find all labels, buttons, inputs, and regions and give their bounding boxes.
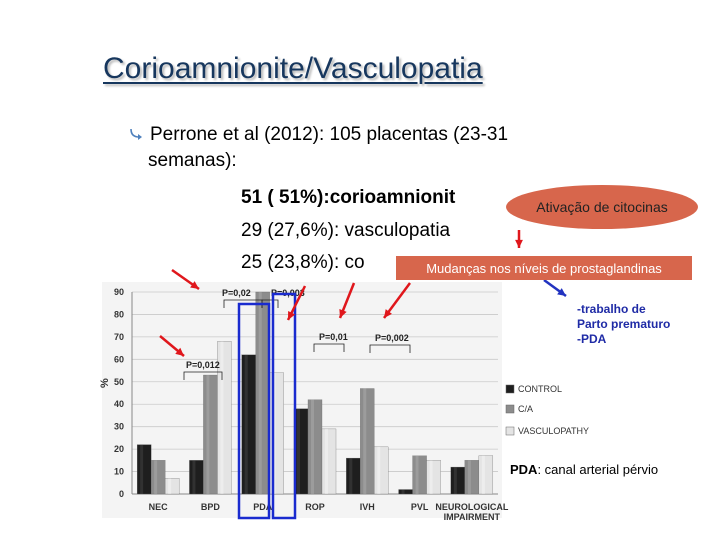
- bar-ca: [203, 375, 217, 494]
- y-tick-label: 20: [113, 444, 124, 455]
- callout-cytokines: Ativação de citocinas: [506, 185, 698, 229]
- legend-swatch: [506, 405, 514, 413]
- legend-swatch: [506, 427, 514, 435]
- bullet-text: Perrone et al (2012): 105 placentas (23-31: [150, 124, 509, 145]
- p-value-label: P=0,02: [222, 288, 251, 298]
- bar-highlight: [259, 292, 262, 494]
- pda-definition-text: : canal arterial pérvio: [537, 462, 659, 477]
- legend-swatch: [506, 385, 514, 393]
- bar-highlight: [220, 341, 223, 494]
- bar-highlight: [482, 456, 485, 494]
- bar-ca: [465, 460, 479, 494]
- line-both: 25 (23,8%): co: [241, 252, 365, 273]
- bar-highlight: [154, 460, 157, 494]
- bar-vasculopathy: [374, 447, 388, 494]
- bar-highlight: [454, 467, 457, 494]
- bar-ca: [308, 400, 322, 494]
- y-tick-label: 60: [113, 354, 124, 365]
- bar-control: [242, 355, 256, 494]
- bar-vasculopathy: [427, 460, 441, 494]
- bar-highlight: [140, 445, 143, 494]
- y-tick-label: 70: [113, 331, 124, 342]
- y-tick-label: 30: [113, 421, 124, 432]
- bar-highlight: [297, 409, 300, 494]
- x-tick-label: IVH: [359, 502, 375, 512]
- bar-control: [451, 467, 465, 494]
- bar-highlight: [349, 458, 352, 494]
- bar-ca: [413, 456, 427, 494]
- x-tick-label: BPD: [200, 502, 220, 512]
- bar-highlight: [206, 375, 209, 494]
- bar-vasculopathy: [479, 456, 493, 494]
- outcomes-note: -trabalho de Parto prematuro -PDA: [577, 302, 671, 346]
- x-tick-label: IMPAIRMENT: [443, 512, 501, 522]
- red-arrow-callout-head: [515, 240, 523, 248]
- y-tick-label: 10: [113, 466, 124, 477]
- p-value-label: P=0,01: [319, 332, 348, 342]
- bar-ca: [256, 292, 270, 494]
- y-axis-label: %: [99, 378, 111, 388]
- bar-control: [189, 460, 203, 494]
- bar-highlight: [192, 460, 195, 494]
- slide-title: Corioamnionite/Vasculopatia: [103, 52, 483, 85]
- x-tick-label: ROP: [305, 502, 325, 512]
- y-tick-label: 40: [113, 399, 124, 410]
- bar-control: [137, 445, 151, 494]
- p-value-label: P=0,003: [271, 288, 305, 298]
- bar-ca: [360, 389, 374, 494]
- bar-highlight: [468, 460, 471, 494]
- p-value-label: P=0,002: [375, 333, 409, 343]
- legend-label: VASCULOPATHY: [518, 426, 590, 436]
- bar-vasculopathy: [322, 429, 336, 494]
- y-tick-label: 0: [118, 489, 124, 499]
- x-tick-label: PDA: [253, 502, 273, 512]
- line-vasculopathy: 29 (27,6%): vasculopatia: [241, 220, 451, 241]
- bar-control: [399, 490, 413, 494]
- y-tick-label: 90: [113, 287, 124, 297]
- y-tick-label: 80: [113, 309, 124, 320]
- x-tick-label: PVL: [410, 502, 429, 512]
- legend-label: CONTROL: [518, 384, 563, 394]
- bar-control: [346, 458, 360, 494]
- bar-highlight: [402, 490, 405, 494]
- bar-highlight: [430, 460, 433, 494]
- bullet-text-cont: semanas):: [148, 150, 237, 171]
- bar-highlight: [377, 447, 380, 494]
- bar-vasculopathy: [165, 478, 179, 494]
- pda-definition: [510, 462, 658, 477]
- x-tick-label: NEC: [148, 502, 168, 512]
- x-tick-label: NEUROLOGICAL: [435, 502, 509, 512]
- legend-label: C/A: [518, 404, 534, 414]
- callout-prostaglandins: Mudanças nos níveis de prostaglandinas: [396, 256, 692, 280]
- bar-highlight: [245, 355, 248, 494]
- bar-highlight: [325, 429, 328, 494]
- y-tick-label: 50: [113, 376, 124, 387]
- bar-highlight: [363, 389, 366, 494]
- bar-highlight: [311, 400, 314, 494]
- bar-ca: [151, 460, 165, 494]
- p-value-label: P=0,012: [186, 360, 220, 370]
- bar-highlight: [416, 456, 419, 494]
- pda-label: PDA: [510, 462, 538, 477]
- bar-highlight: [168, 478, 171, 494]
- line-chorioamnionitis: 51 ( 51%):corioamnionit: [241, 187, 456, 208]
